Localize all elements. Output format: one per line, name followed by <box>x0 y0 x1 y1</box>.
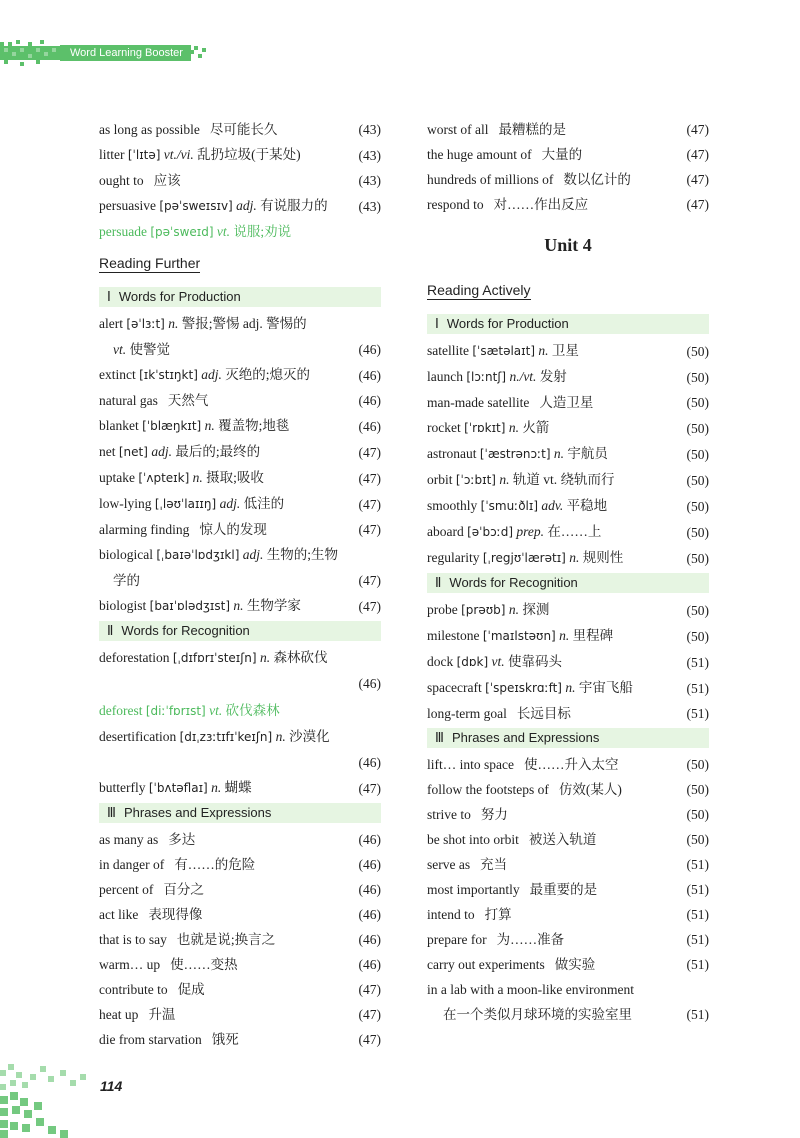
list-item: ought to 应该 (43) <box>99 173 381 188</box>
section-band-phrases-and-expressions: Ⅲ Phrases and Expressions <box>427 728 709 748</box>
list-item: be shot into orbit 被送入轨道 (50) <box>427 832 709 847</box>
list-item: worst of all 最糟糕的是 (47) <box>427 122 709 137</box>
list-item: biologist [baɪˈɒlədʒɪst] n. 生物学家 (47) <box>99 598 381 614</box>
section-band-phrases-and-expressions: Ⅲ Phrases and Expressions <box>99 803 381 823</box>
list-item: low-lying [ˌləʊˈlaɪɪŋ] adj. 低洼的 (47) <box>99 496 381 512</box>
section-band-words-for-recognition: Ⅱ Words for Recognition <box>99 621 381 641</box>
list-item: spacecraft [ˈspeɪskrɑːft] n. 宇宙飞船 (51) <box>427 680 709 696</box>
list-item: in a lab with a moon-like environment <box>427 982 634 997</box>
list-item: as many as 多达 (46) <box>99 832 381 847</box>
list-item: probe [prəʊb] n. 探测 (50) <box>427 602 709 618</box>
list-item: percent of 百分之 (46) <box>99 882 381 897</box>
section-band-words-for-recognition: Ⅱ Words for Recognition <box>427 573 709 593</box>
list-item: biological [ˌbaɪəˈlɒdʒɪkl] adj. 生物的;生物 <box>99 547 339 562</box>
list-item-new-word: persuade [pəˈsweɪd] vt. 说服;劝说 <box>99 224 292 239</box>
list-item: heat up 升温 (47) <box>99 1007 381 1022</box>
list-item: uptake [ˈʌpteɪk] n. 摄取;吸收 (47) <box>99 470 381 486</box>
list-item: lift… into space 使……升入太空 (50) <box>427 757 709 772</box>
list-item: satellite [ˈsætəlaɪt] n. 卫星 (50) <box>427 343 709 359</box>
list-item: litter [ˈlɪtə] vt./vi. 乱扔垃圾(于某处) (43) <box>99 147 381 163</box>
list-item: natural gas 天然气 (46) <box>99 393 381 408</box>
list-item: act like 表现得像 (46) <box>99 907 381 922</box>
list-item: vt. 使警觉 (46) <box>113 342 381 357</box>
list-item: man-made satellite 人造卫星 (50) <box>427 395 709 410</box>
left-column <box>99 117 381 1052</box>
list-item-new-word: deforest [diːˈfɒrɪst] vt. 砍伐森林 <box>99 703 280 718</box>
list-item: desertification [dɪˌzɜːtɪfɪˈkeɪʃn] n. 沙漠化 <box>99 729 330 744</box>
list-item: smoothly [ˈsmuːðlɪ] adv. 平稳地 (50) <box>427 498 709 514</box>
list-item: hundreds of millions of 数以亿计的 (47) <box>427 172 709 187</box>
list-item: 学的 (47) <box>113 573 381 588</box>
page-number: 114 <box>100 1078 123 1094</box>
list-item: long-term goal 长远目标 (51) <box>427 706 709 721</box>
right-column <box>427 117 709 1027</box>
list-item: dock [dɒk] vt. 使靠码头 (51) <box>427 654 709 670</box>
section-band-words-for-production: Ⅰ Words for Production <box>427 314 709 334</box>
list-item: astronaut [ˈæstrənɔːt] n. 宇航员 (50) <box>427 446 709 462</box>
list-item: serve as 充当 (51) <box>427 857 709 872</box>
list-item: regularity [ˌregjʊˈlærətɪ] n. 规则性 (50) <box>427 550 709 566</box>
list-item: in danger of 有……的危险 (46) <box>99 857 381 872</box>
list-item: blanket [ˈblæŋkɪt] n. 覆盖物;地毯 (46) <box>99 418 381 434</box>
list-item: alert [əˈlɜːt] n. 警报;警惕 adj. 警惕的 <box>99 316 307 331</box>
list-item: rocket [ˈrɒkɪt] n. 火箭 (50) <box>427 420 709 436</box>
list-item: that is to say 也就是说;换言之 (46) <box>99 932 381 947</box>
list-item: (46) <box>358 676 381 691</box>
list-item: launch [lɔːntʃ] n./vt. 发射 (50) <box>427 369 709 385</box>
list-item: alarming finding 惊人的发现 (47) <box>99 522 381 537</box>
list-item: follow the footsteps of 仿效(某人) (50) <box>427 782 709 797</box>
list-item: deforestation [ˌdɪfɒrɪˈsteɪʃn] n. 森林砍伐 <box>99 650 328 665</box>
list-item: as long as possible 尽可能长久 (43) <box>99 122 381 137</box>
footer-pixel-decoration <box>0 1060 95 1138</box>
list-item: contribute to 促成 (47) <box>99 982 381 997</box>
list-item: (46) <box>358 755 381 770</box>
list-item: extinct [ɪkˈstɪŋkt] adj. 灭绝的;熄灭的 (46) <box>99 367 381 383</box>
list-item: intend to 打算 (51) <box>427 907 709 922</box>
section-title-reading-further: Reading Further <box>99 255 201 271</box>
list-item: milestone [ˈmaɪlstəʊn] n. 里程碑 (50) <box>427 628 709 644</box>
section-title-reading-actively: Reading Actively <box>427 282 531 298</box>
section-band-words-for-production: Ⅰ Words for Production <box>99 287 381 307</box>
list-item: most importantly 最重要的是 (51) <box>427 882 709 897</box>
list-item: net [net] adj. 最后的;最终的 (47) <box>99 444 381 460</box>
list-item: orbit [ˈɔːbɪt] n. 轨道 vt. 绕轨而行 (50) <box>427 472 709 488</box>
list-item: respond to 对……作出反应 (47) <box>427 197 709 212</box>
list-item: butterfly [ˈbʌtəflaɪ] n. 蝴蝶 (47) <box>99 780 381 796</box>
unit-title: Unit 4 <box>544 235 592 255</box>
list-item: the huge amount of 大量的 (47) <box>427 147 709 162</box>
list-item: 在一个类似月球环境的实验室里 (51) <box>443 1007 709 1022</box>
list-item: prepare for 为……准备 (51) <box>427 932 709 947</box>
list-item: die from starvation 饿死 (47) <box>99 1032 381 1047</box>
list-item: warm… up 使……变热 (46) <box>99 957 381 972</box>
header-label: Word Learning Booster <box>62 45 191 61</box>
list-item: carry out experiments 做实验 (51) <box>427 957 709 972</box>
list-item: aboard [əˈbɔːd] prep. 在……上 (50) <box>427 524 709 540</box>
list-item: persuasive [pəˈsweɪsɪv] adj. 有说服力的 (43) <box>99 198 381 214</box>
list-item: strive to 努力 (50) <box>427 807 709 822</box>
